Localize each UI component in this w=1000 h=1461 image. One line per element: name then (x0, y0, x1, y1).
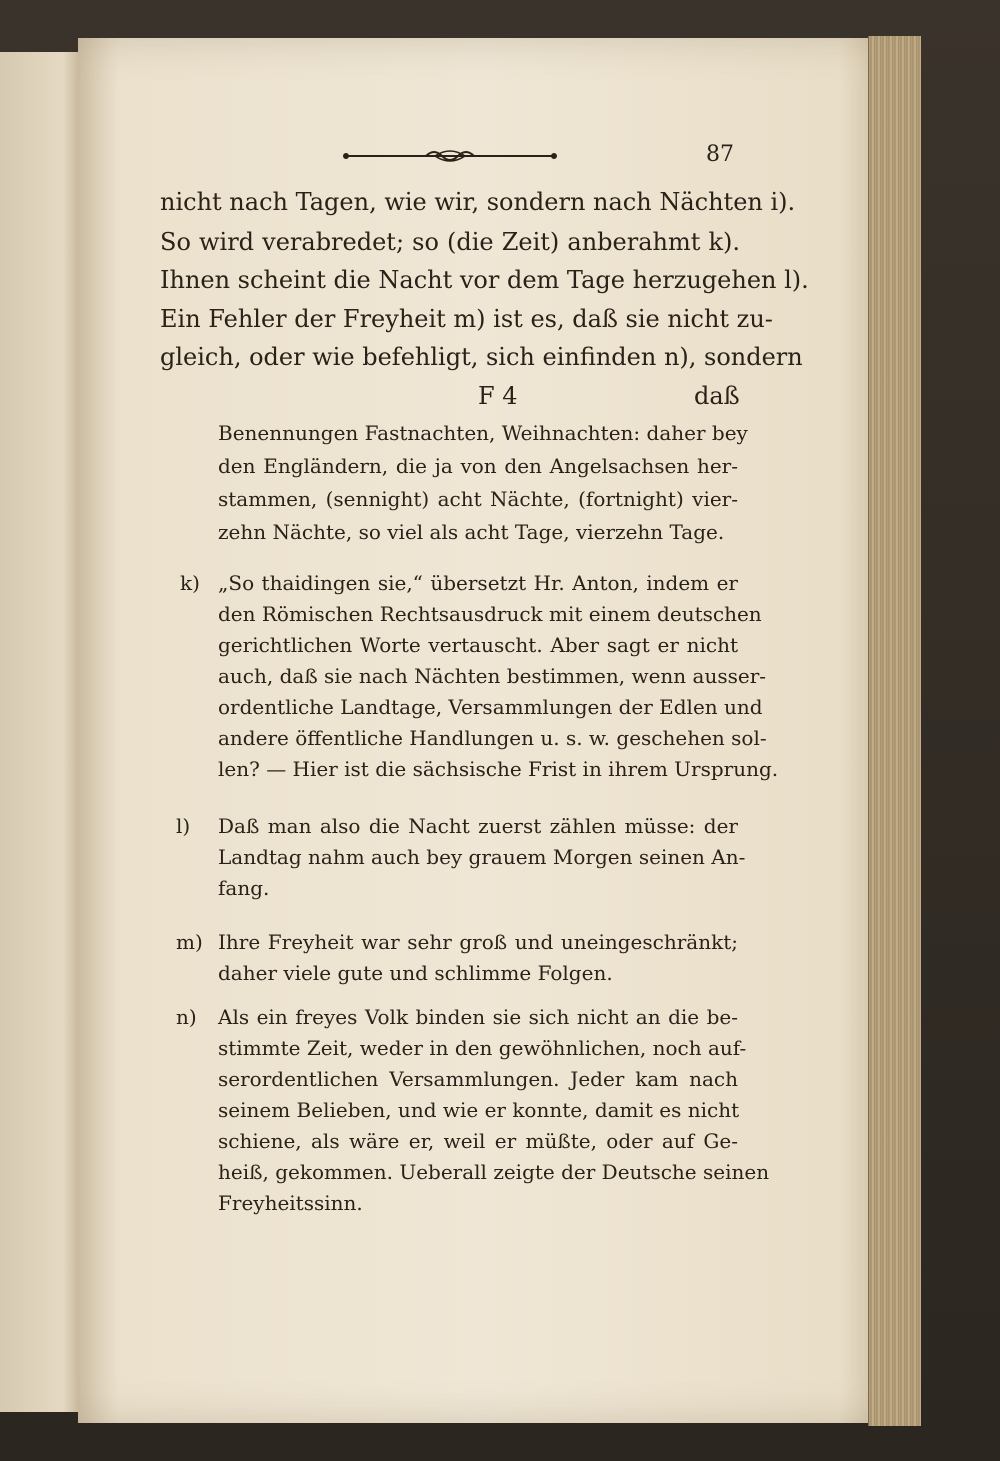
footnote-line: seinem Belieben, und wie er konnte, damit es nicht (218, 1098, 740, 1122)
footnote-line: daher viele gute und schlimme Folgen. (218, 961, 613, 985)
footnote-line: zehn Nächte, so viel als acht Tage, vierzehn Tage. (218, 520, 725, 544)
footnote-label: l) (176, 814, 191, 838)
footnote-line: serordentlichen Versammlungen. Jeder kam nach (218, 1067, 738, 1091)
footnote-line: heiß, gekommen. Ueberall zeigte der Deutsche seinen (218, 1160, 770, 1184)
main-text-line: gleich, oder wie befehligt, sich einfinden n), sondern (160, 343, 803, 371)
footnote-line: len? — Hier ist die sächsische Frist in ihrem Ursprung. (218, 757, 779, 781)
footnote-line: schiene, als wäre er, weil er müßte, oder auf Ge- (218, 1129, 738, 1153)
footnote-line: den Engländern, die ja von den Angelsachsen her- (218, 454, 738, 478)
footnote-line: Benennungen Fastnachten, Weihnachten: daher bey (218, 421, 748, 445)
main-text-line: Ihnen scheint die Nacht vor dem Tage herzugehen l). (160, 266, 809, 294)
footnote-line: den Römischen Rechtsausdruck mit einem deutschen (218, 602, 762, 626)
main-text-line: nicht nach Tagen, wie wir, sondern nach Nächten i). (160, 188, 796, 216)
main-text-line: So wird verabredet; so (die Zeit) anberahmt k). (160, 228, 740, 256)
footnote-line: stammen, (sennight) acht Nächte, (fortnight) vier- (218, 487, 738, 511)
footnote-line: Freyheitssinn. (218, 1191, 363, 1215)
footnote-line: auch, daß sie nach Nächten bestimmen, wenn ausser- (218, 664, 767, 688)
footnote-label: n) (176, 1005, 197, 1029)
footnote-line: gerichtlichen Worte vertauscht. Aber sagt er nicht (218, 633, 738, 657)
main-text-line: Ein Fehler der Freyheit m) ist es, daß sie nicht zu- (160, 305, 773, 333)
left-page-edge (0, 52, 80, 1412)
footnote-line: Ihre Freyheit war sehr groß und uneingeschränkt; (218, 930, 738, 954)
signature-mark: F 4 (478, 382, 518, 410)
catchword: daß (694, 382, 740, 410)
footnote-label: k) (180, 571, 200, 595)
footnote-line: ordentliche Landtage, Versammlungen der Edlen und (218, 695, 763, 719)
footnote-line: Landtag nahm auch bey grauem Morgen seinen An- (218, 845, 746, 869)
footnote-label: m) (176, 930, 203, 954)
header-ornament (340, 148, 560, 164)
footnote-line: Als ein freyes Volk binden sie sich nicht an die be- (218, 1005, 738, 1029)
footnote-line: fang. (218, 876, 270, 900)
page-block-edge (868, 36, 921, 1426)
footnote-line: „So thaidingen sie,“ übersetzt Hr. Anton, indem er (218, 571, 738, 595)
footnote-line: andere öffentliche Handlungen u. s. w. geschehen sol- (218, 726, 767, 750)
page-number: 87 (706, 142, 734, 167)
footnote-line: Daß man also die Nacht zuerst zählen müsse: der (218, 814, 738, 838)
footnote-line: stimmte Zeit, weder in den gewöhnlichen, noch auf- (218, 1036, 747, 1060)
